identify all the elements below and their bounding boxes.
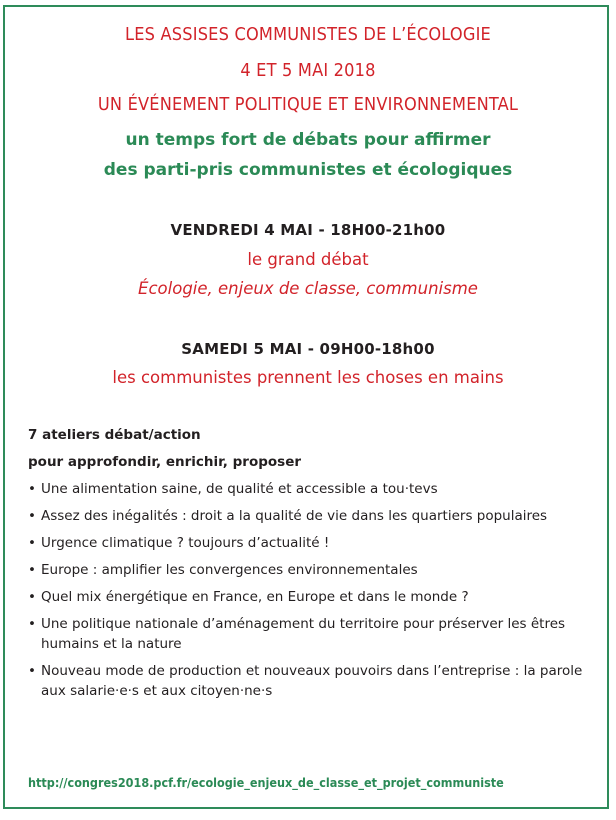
bullet-icon: • <box>28 508 36 524</box>
bullet-icon: • <box>28 589 36 605</box>
bullet-icon: • <box>28 535 36 551</box>
bullet-icon: • <box>28 481 36 497</box>
ateliers-section <box>28 427 598 708</box>
title-line-3: UN ÉVÉNEMENT POLITIQUE ET ENVIRONNEMENTAL <box>97 94 519 115</box>
saturday-event: les communistes prennent les choses en mains <box>112 368 504 387</box>
list-item <box>28 479 598 499</box>
list-item <box>28 614 598 654</box>
list-item-text: Quel mix énergétique en France, en Europe et dans le monde ? <box>41 589 469 605</box>
ateliers-subheading: pour approfondir, enrichir, proposer <box>28 454 302 470</box>
list-item-text: Assez des inégalités : droit a la qualité de vie dans les quartiers populaires <box>41 508 548 524</box>
title-line-1: LES ASSISES COMMUNISTES DE L’ÉCOLOGIE <box>125 24 491 45</box>
list-item <box>28 560 598 580</box>
bullet-icon: • <box>28 663 36 679</box>
title-line-2: 4 ET 5 MAI 2018 <box>240 60 376 81</box>
saturday-date: SAMEDI 5 MAI - 09H00-18h00 <box>181 340 435 358</box>
friday-date: VENDREDI 4 MAI - 18H00-21h00 <box>170 221 446 239</box>
friday-event: le grand débat <box>247 250 369 269</box>
congress-url-link[interactable]: http://congres2018.pcf.fr/ecologie_enjeux_de_classe_et_projet_communiste <box>28 775 504 790</box>
list-item-text: Une politique nationale d’aménagement du territoire pour préserver les êtres humains et la nature <box>41 616 566 652</box>
list-item-text: Nouveau mode de production et nouveaux pouvoirs dans l’entreprise : la parole aux salarie·e·s et aux citoyen·ne·s <box>41 663 583 699</box>
list-item-text: Europe : amplifier les convergences environnementales <box>41 562 418 578</box>
bullet-icon: • <box>28 616 36 632</box>
list-item-text: Urgence climatique ? toujours d’actualité ! <box>41 535 330 551</box>
ateliers-list <box>28 479 598 701</box>
list-item <box>28 506 598 526</box>
bullet-icon: • <box>28 562 36 578</box>
friday-theme: Écologie, enjeux de classe, communisme <box>138 279 478 298</box>
list-item <box>28 587 598 607</box>
list-item-text: Une alimentation saine, de qualité et accessible a tou·tevs <box>41 481 438 497</box>
subtitle-line-2: des parti-pris communistes et écologiques <box>103 160 513 180</box>
ateliers-heading: 7 ateliers débat/action <box>28 427 201 443</box>
list-item <box>28 533 598 553</box>
subtitle-line-1: un temps fort de débats pour affirmer <box>125 130 491 150</box>
list-item <box>28 661 598 701</box>
